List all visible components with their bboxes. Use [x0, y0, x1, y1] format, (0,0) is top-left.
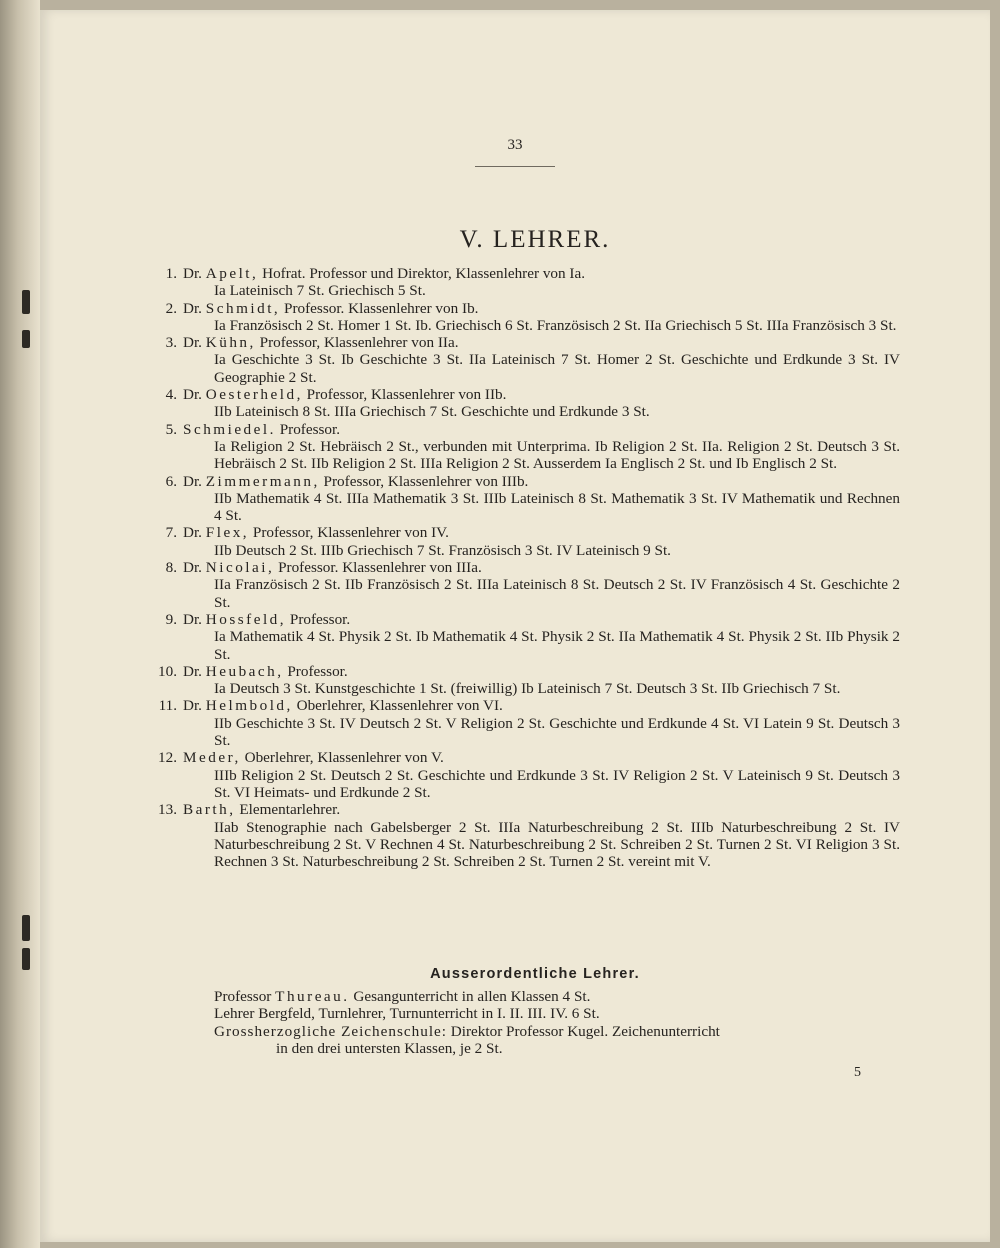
teacher-role: Oberlehrer, Klassenlehrer von V.: [244, 749, 444, 767]
teacher-subjects: Ia Lateinisch 7 St. Griechisch 5 St.: [214, 282, 426, 300]
teacher-title: Dr.: [183, 524, 202, 542]
teacher-number: 9.: [165, 610, 177, 628]
teacher-heading: [183, 611, 900, 628]
teacher-name: Nicolai,: [205, 559, 275, 577]
extra-prefix: Lehrer: [214, 1005, 255, 1023]
teacher-name: Schmiedel.: [183, 420, 276, 438]
binding-mark: [22, 330, 30, 348]
signature-mark: 5: [854, 1065, 861, 1080]
teacher-entry: [140, 300, 900, 335]
teacher-heading: [183, 524, 900, 541]
page-number: 33: [507, 137, 523, 153]
teacher-role: Professor, Klassenlehrer von IIa.: [259, 334, 459, 352]
teacher-heading: [183, 801, 900, 818]
teacher-name: Hossfeld,: [205, 610, 287, 628]
teacher-role: Professor. Klassenlehrer von IIIa.: [278, 559, 482, 577]
teacher-name: Flex,: [205, 524, 250, 542]
teacher-title: Dr.: [183, 559, 202, 577]
teacher-role: Professor.: [287, 662, 348, 680]
teacher-role: Elementarlehrer.: [239, 801, 341, 819]
extra-teachers-list: [214, 988, 854, 1057]
teacher-entry: [140, 524, 900, 559]
extra-institution-name: Grossherzogliche Zeichenschule:: [214, 1022, 447, 1040]
teacher-number: 4.: [165, 386, 177, 404]
extra-teacher-text: Direktor Professor: [450, 1022, 564, 1040]
teacher-heading: [183, 749, 900, 766]
teacher-subjects: Ia Deutsch 3 St. Kunstgeschichte 1 St. (freiwillig) Ib Lateinisch 7 St. Deutsch 3 St. IIb Griechisch 7 St.: [214, 680, 841, 698]
teacher-heading: [183, 265, 900, 282]
teacher-subjects: IIIb Religion 2 St. Deutsch 2 St. Geschichte und Erdkunde 3 St. IV Religion 2 St. V Lateinisch 9 St. Deutsch 3 St. VI Heimats- und Erdkunde 2 St.: [214, 766, 900, 801]
teacher-heading: [183, 300, 900, 317]
teacher-entry: [140, 663, 900, 698]
teacher-subjects: IIab Stenographie nach Gabelsberger 2 St. IIIa Naturbeschreibung 2 St. IIIb Naturbeschreibung 2 St. IV Naturbeschreibung 2 St. V Rechnen 4 St. Naturbeschreibung 2 St. Schreiben 2 St. Turnen 2 St. VI Religion 3 St. Rechnen 3 St. Naturbeschreibung 2 St. Schreiben 2 St. Turnen 2 St. vereint mit V.: [214, 818, 900, 871]
teacher-name: Heubach,: [205, 662, 284, 680]
teacher-number: 8.: [165, 559, 177, 577]
teacher-title: Dr.: [183, 472, 202, 490]
extra-prefix: Professor: [214, 988, 272, 1005]
extra-teacher-name: Kugel.: [567, 1022, 609, 1040]
teacher-title: Dr.: [183, 386, 202, 404]
teacher-number: 13.: [158, 801, 177, 819]
teacher-heading: [183, 559, 900, 576]
teacher-role: Professor, Klassenlehrer von IIIb.: [323, 472, 529, 490]
teacher-name: Apelt,: [205, 265, 259, 282]
book-binding: [0, 0, 40, 1248]
extra-teacher-name: Bergfeld,: [258, 1005, 315, 1023]
teacher-name: Schmidt,: [205, 299, 281, 317]
extra-teacher-line: [214, 988, 854, 1005]
teacher-role: Professor.: [279, 420, 341, 438]
teacher-title: Dr.: [183, 697, 202, 715]
teacher-role: Professor, Klassenlehrer von IV.: [252, 524, 449, 542]
teacher-entry: [140, 421, 900, 473]
teacher-subjects: IIb Mathematik 4 St. IIIa Mathematik 3 St. IIIb Lateinisch 8 St. Mathematik 3 St. IV Mathematik und Rechnen 4 St.: [214, 489, 900, 525]
teacher-entry: [140, 697, 900, 749]
teacher-number: 6.: [165, 472, 177, 490]
teacher-entry: [140, 559, 900, 611]
teacher-subjects: Ia Mathematik 4 St. Physik 2 St. Ib Mathematik 4 St. Physik 2 St. IIa Mathematik 4 St. Physik 2 St. IIb Physik 2 St.: [214, 628, 900, 663]
teacher-name: Barth,: [183, 801, 236, 819]
teacher-title: Dr.: [183, 662, 202, 680]
teacher-subjects: IIb Lateinisch 8 St. IIIa Griechisch 7 St. Geschichte und Erdkunde 3 St.: [214, 403, 650, 421]
teacher-title: Dr.: [183, 265, 202, 282]
section-title: V. LEHRER.: [459, 226, 611, 253]
teacher-entry: [140, 265, 900, 300]
teacher-name: Meder,: [183, 749, 241, 767]
extra-teacher-line-continued: in den drei untersten Klassen, je 2 St.: [276, 1039, 503, 1057]
teacher-role: Professor, Klassenlehrer von IIb.: [306, 386, 507, 404]
teacher-number: 11.: [158, 697, 177, 715]
teacher-title: Dr.: [183, 299, 202, 317]
extra-teacher-name: Thureau.: [275, 988, 350, 1005]
teacher-subjects: IIb Deutsch 2 St. IIIb Griechisch 7 St. Französisch 3 St. IV Lateinisch 9 St.: [214, 541, 671, 559]
teacher-title: Dr.: [183, 334, 202, 352]
teacher-number: 5.: [165, 420, 177, 438]
page-number-rule: [475, 166, 555, 167]
teacher-number: 7.: [165, 524, 177, 542]
teacher-role: Professor. Klassenlehrer von Ib.: [284, 299, 479, 317]
teacher-heading: [183, 473, 900, 490]
teacher-number: 10.: [158, 662, 177, 680]
teacher-name: Helmbold,: [205, 697, 293, 715]
document-page: [40, 10, 990, 1242]
teacher-heading: [183, 386, 900, 403]
teacher-list: [140, 265, 900, 870]
extra-teacher-text: Gesangunterricht in allen Klassen 4 St.: [353, 988, 591, 1005]
teacher-number: 1.: [165, 265, 177, 282]
teacher-number: 2.: [165, 299, 177, 317]
teacher-entry: [140, 801, 900, 870]
teacher-subjects: Ia Religion 2 St. Hebräisch 2 St., verbunden mit Unterprima. Ib Religion 2 St. IIa. Religion 2 St. Deutsch 3 St. Hebräisch 2 St. IIb Religion 2 St. IIIa Religion 2 St. Ausserdem Ia Englisch 2 St. und Ib Englisch 2 St.: [214, 437, 900, 473]
teacher-number: 12.: [158, 749, 177, 767]
teacher-number: 3.: [165, 334, 177, 352]
teacher-heading: [183, 421, 900, 438]
teacher-subjects: IIb Geschichte 3 St. IV Deutsch 2 St. V Religion 2 St. Geschichte und Erdkunde 4 St. VI Latein 9 St. Deutsch 3 St.: [214, 714, 900, 750]
teacher-name: Oesterheld,: [205, 386, 303, 404]
extra-teacher-line: [214, 1023, 854, 1040]
binding-mark: [22, 290, 30, 314]
teacher-entry: [140, 473, 900, 525]
extra-teachers-title: Ausserordentliche Lehrer.: [430, 966, 640, 982]
teacher-entry: [140, 386, 900, 421]
teacher-subjects: Ia Geschichte 3 St. Ib Geschichte 3 St. IIa Lateinisch 7 St. Homer 2 St. Geschichte und Erdkunde 3 St. IV Geographie 2 St.: [214, 351, 900, 386]
teacher-role: Hofrat. Professor und Direktor, Klassenlehrer von Ia.: [262, 265, 585, 282]
binding-mark: [22, 915, 30, 941]
teacher-role: Oberlehrer, Klassenlehrer von VI.: [296, 697, 503, 715]
teacher-entry: [140, 334, 900, 386]
teacher-heading: [183, 334, 900, 351]
teacher-entry: [140, 749, 900, 801]
teacher-entry: [140, 611, 900, 663]
teacher-name: Kühn,: [205, 334, 256, 352]
binding-mark: [22, 948, 30, 970]
extra-teacher-line: [214, 1005, 854, 1022]
teacher-heading: [183, 663, 900, 680]
teacher-name: Zimmermann,: [205, 472, 320, 490]
teacher-subjects: Ia Französisch 2 St. Homer 1 St. Ib. Griechisch 6 St. Französisch 2 St. IIa Griechisch 5 St. IIIa Französisch 3 St.: [214, 316, 897, 334]
teacher-title: Dr.: [183, 610, 202, 628]
teacher-role: Professor.: [289, 610, 351, 628]
teacher-heading: [183, 697, 900, 714]
extra-teacher-text: Turnlehrer, Turnunterricht in I. II. III. IV. 6 St.: [318, 1005, 600, 1023]
extra-teacher-text: Zeichenunterricht: [611, 1022, 720, 1040]
teacher-subjects: IIa Französisch 2 St. IIb Französisch 2 St. IIIa Lateinisch 8 St. Deutsch 2 St. IV Französisch 4 St. Geschichte 2 St.: [214, 576, 900, 611]
